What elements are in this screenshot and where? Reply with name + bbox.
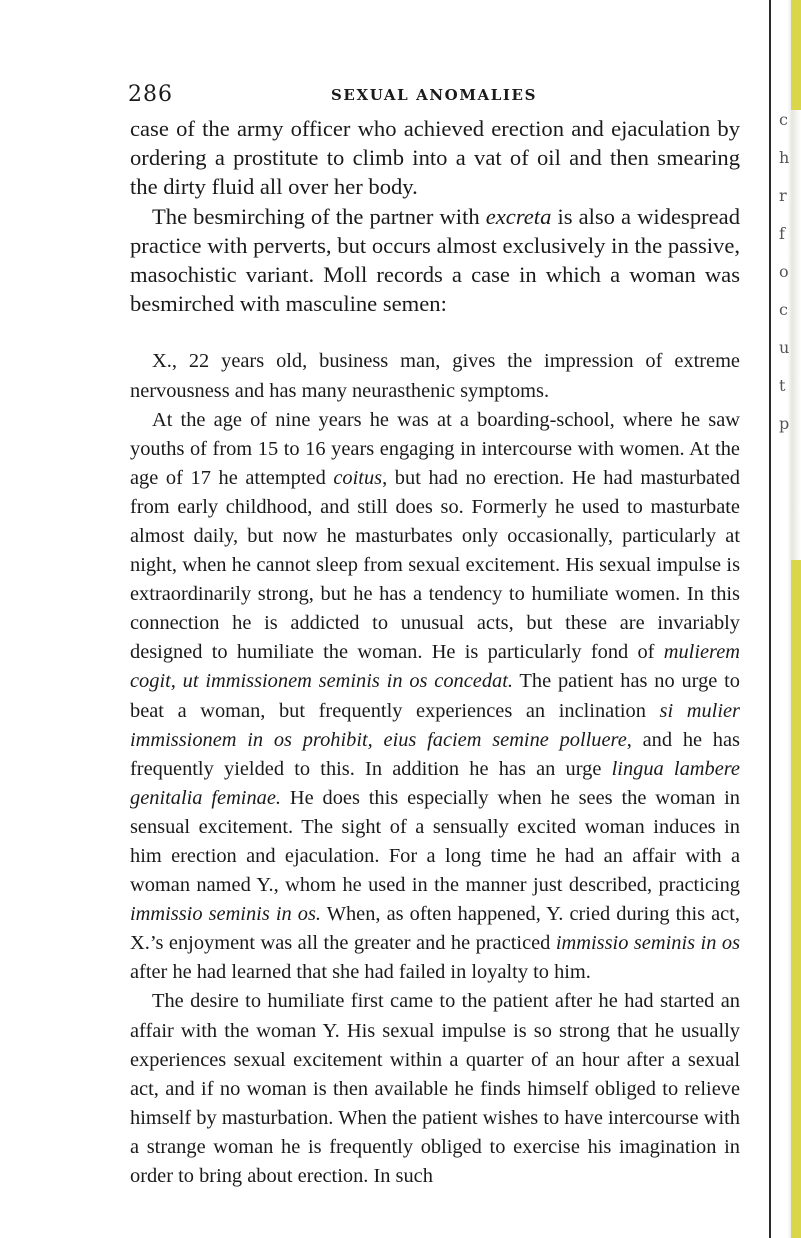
text-run: The desire to humiliate first came to the patient after he had started an affair with the woman Y. His sexual impulse is so strong that he usually experiences sexual excitement within a quarter of an hour after a sexual act, and if no woman is then available he finds himself obliged to relieve himself by masturbation. When the patient wishes to have intercourse with a strange woman he is frequently obliged to exercise his imagination in order to bring about erection. In such [130,990,740,1188]
text-run: is also a widespread practice with perverts, but occurs almost exclusively in the passive, masochistic variant. Moll records a case in which a woman was besmirched with masculine semen: [130,203,740,317]
edge-letter: o [779,262,789,281]
latin-phrase: excreta [485,203,552,229]
edge-letter: c [779,110,788,129]
text-run: , and he has frequently yielded to this. In addition he has an urge [130,728,740,780]
case-paragraph [130,347,740,405]
edge-strip [791,0,801,110]
adjacent-page-edge [769,0,801,1238]
text-run: At the age of nine years he was at a boarding-school, where he saw youths of from 15 to 16 years engaging in intercourse with women. At the age of 17 he attempted [130,408,740,489]
text-run: He does this especially when he sees the woman in sensual excitement. The sight of a sensually excited woman induces in him erection and ejaculation. For a long time he had an affair with a woman named Y., whom he used in the manner just described, practicing [130,786,740,897]
case-paragraph [130,987,740,1191]
latin-phrase: immissio seminis in os [555,932,741,955]
edge-letter: c [779,300,788,319]
latin-phrase: si mulier immissionem in os prohibit, eius faciem semine polluere [130,699,740,751]
case-paragraph [130,406,740,988]
edge-letter: h [779,148,790,167]
text-run: When, as often happened, Y. cried during this act, X.’s enjoyment was all the greater and he practiced [130,903,740,955]
text-run: The besmirching of the partner with [152,203,486,229]
edge-letter: r [779,186,787,205]
edge-letter: f [779,224,785,243]
latin-phrase: lingua lambere genitalia feminae. [130,757,740,809]
edge-letter: p [779,414,790,433]
edge-strip [791,560,801,1238]
body-text [130,114,740,1191]
case-report [130,347,740,1191]
edge-letter: u [779,338,790,357]
intro-paragraph [130,202,740,319]
text-run: X., 22 years old, business man, gives the impression of extreme nervousness and has many neurasthenic symptoms. [130,350,740,402]
text-run: after he had learned that she had failed in loyalty to him. [130,961,591,984]
latin-phrase: immissio seminis in os. [130,903,322,926]
text-run: , but had no erection. He had masturbated from early childhood, and still does so. Formerly he used to masturbate almost daily, but now he masturbates only occasionally, particularly at night, when he cannot sleep from sexual excitement. His sexual impulse is extraordinarily strong, but he has a tendency to humiliate women. In this connection he is addicted to unusual acts, but these are invariably designed to humiliate the woman. He is particularly fond of [130,466,740,664]
text-run: The patient has no urge to beat a woman, but frequently experiences an inclination [130,670,740,722]
intro-section [130,114,740,318]
edge-letter: t [779,376,786,395]
intro-paragraph [130,114,740,202]
text-run: case of the army officer who achieved erection and ejaculation by ordering a prostitute to climb into a vat of oil and then smearing the dirty fluid all over her body. [130,116,740,200]
page-header [128,82,740,112]
latin-phrase: mulierem cogit, ut immissionem seminis in os concedat. [130,641,740,693]
running-head: SEXUAL ANOMALIES [330,86,538,104]
latin-phrase: coitus [333,466,383,489]
page-number: 286 [128,82,173,107]
